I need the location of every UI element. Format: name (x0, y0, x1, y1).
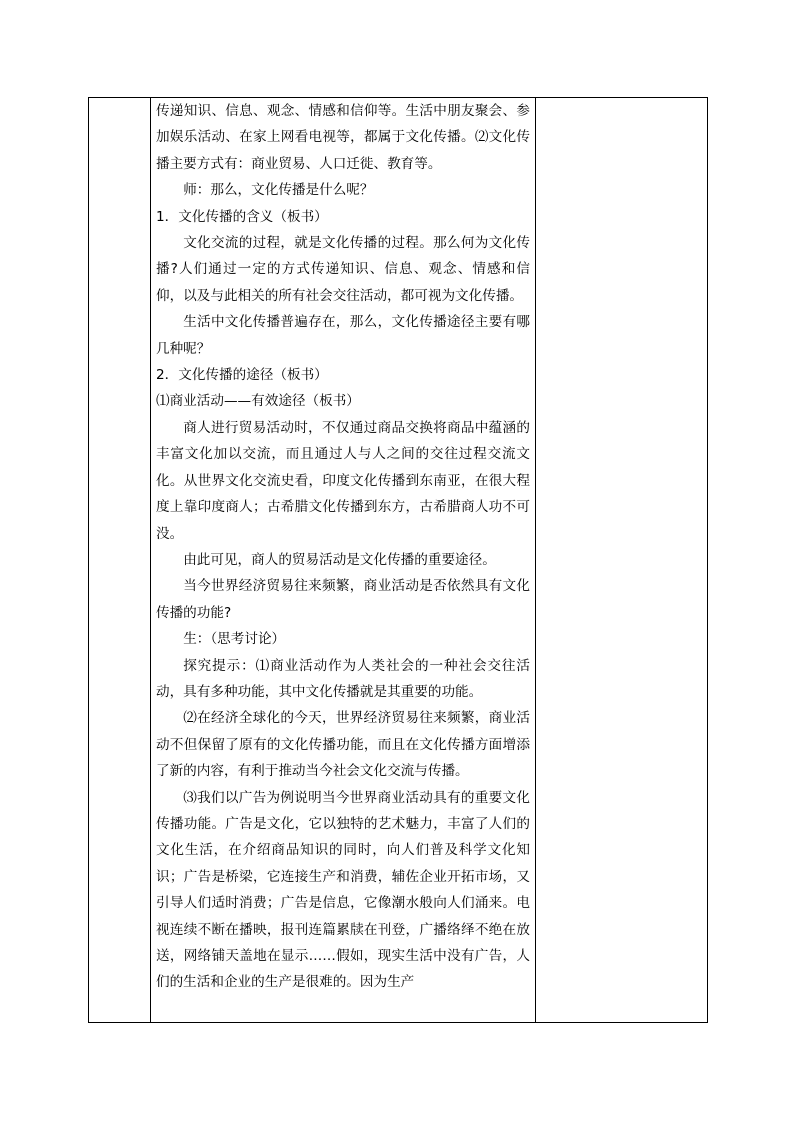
section-heading: 2．文化传播的途径（板书） (156, 367, 328, 384)
lesson-content-cell (156, 98, 530, 996)
column-divider-right (535, 98, 536, 1022)
paragraph: 师：那么，文化传播是什么呢？ (183, 182, 374, 199)
paragraph: 生：（思考讨论） (183, 631, 286, 648)
paragraph: ⑶我们以广告为例说明当今世界商业活动具有的重要文化传播功能。广告是文化，它以独特的艺术魅力，丰富了人们的文化生活，在介绍商品知识的同时，向人们普及科学文化知识；广告是桥梁，它连接生产和消费，辅佐企业开拓市场，又引导人们适时消费；广告是信息，它像潮水般向人们涌来。电视连续不断在播映，报刊连篇累牍在刊登，广播络绎不绝在放送，网络铺天盖地在显示……假如，现实生活中没有广告，人们的生活和企业的生产是很难的。因为生产 (156, 789, 530, 991)
paragraph: 商人进行贸易活动时，不仅通过商品交换将商品中蕴涵的丰富文化加以交流，而且通过人与人之间的交往过程交流文化。从世界文化交流史看，印度文化传播到东南亚，在很大程度上靠印度商人；古希腊文化传播到东方，古希腊商人功不可没。 (156, 419, 530, 542)
paragraph: ⑵在经济全球化的今天，世界经济贸易往来频繁，商业活动不但保留了原有的文化传播功能，而且在文化传播方面增添了新的内容，有利于推动当今社会文化交流与传播。 (156, 710, 530, 780)
section-heading: 1．文化传播的含义（板书） (156, 208, 328, 225)
paragraph: 文化交流的过程，就是文化传播的过程。那么何为文化传播?人们通过一定的方式传递知识、信息、观念、情感和信仰，以及与此相关的所有社会交往活动，都可视为文化传播。 (156, 235, 530, 304)
paragraph: 由此可见，商人的贸易活动是文化传播的重要途径。 (183, 551, 496, 568)
lesson-table (88, 97, 708, 1023)
paragraph: 生活中文化传播普遍存在，那么，文化传播途径主要有哪几种呢？ (156, 314, 530, 357)
paragraph: 传递知识、信息、观念、情感和信仰等。生活中朋友聚会、参加娱乐活动、在家上网看电视等，都属于文化传播。⑵文化传播主要方式有：商业贸易、人口迁徙、教育等。 (156, 103, 530, 172)
column-divider-left (150, 98, 151, 1022)
paragraph: 当今世界经济贸易往来频繁，商业活动是否依然具有文化传播的功能? (156, 578, 530, 621)
subsection-heading: ⑴商业活动——有效途径（板书） (156, 393, 360, 410)
paragraph: 探究提示：⑴商业活动作为人类社会的一种社会交往活动，具有多种功能，其中文化传播就是其重要的功能。 (156, 657, 530, 700)
